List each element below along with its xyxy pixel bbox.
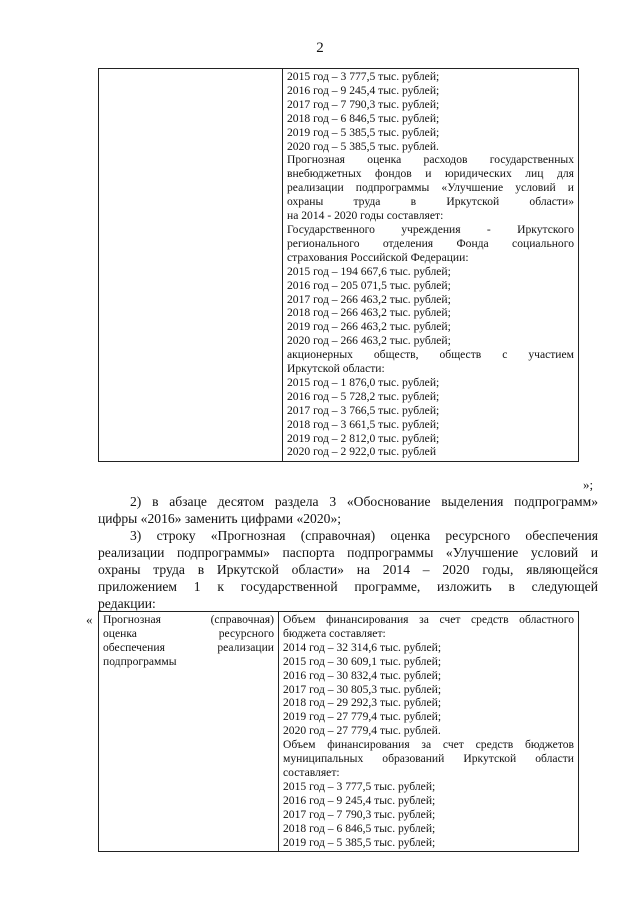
fss-value-line: 2019 год – 266 463,2 тыс. рублей;	[287, 320, 451, 334]
table2-right-cell	[279, 612, 579, 852]
paragraph-3-line: редакции:	[98, 596, 156, 611]
funding-table-continuation	[98, 68, 579, 462]
fss-value-line: 2016 год – 205 071,5 тыс. рублей;	[287, 278, 451, 292]
municipal-value-line: 2018 год – 6 846,5 тыс. рублей;	[283, 821, 436, 835]
page-number: 2	[316, 40, 324, 56]
table2-left-cell	[99, 612, 279, 852]
paragraph-3-line: реализации подпрограммы» паспорта подпрограммы «Улучшение условий и	[98, 545, 598, 560]
municipal-intro-line: муниципальных образований Иркутской области	[283, 752, 574, 766]
municipal-value-line: 2017 год – 7 790,3 тыс. рублей;	[287, 97, 440, 111]
jsc-text-line: акционерных обществ, обществ с участием	[287, 348, 574, 362]
forecast-text-line: Прогнозная оценка расходов государственных	[287, 153, 574, 167]
forecast-text-line: реализации подпрограммы «Улучшение условий и	[287, 181, 574, 195]
municipal-value-line: 2020 год – 5 385,5 тыс. рублей.	[287, 139, 439, 153]
closing-quote-mark: »;	[583, 477, 594, 492]
paragraph-3-line: 3) строку «Прогнозная (справочная) оценка ресурсного обеспечения	[130, 528, 598, 543]
forecast-resource-table	[98, 611, 579, 852]
regional-intro-line: Объем финансирования за счет средств областного	[283, 613, 574, 626]
regional-value-line: 2019 год – 27 779,4 тыс. рублей;	[283, 710, 442, 724]
municipal-value-line: 2016 год – 9 245,4 тыс. рублей;	[283, 793, 436, 807]
regional-value-line: 2020 год – 27 779,4 тыс. рублей.	[283, 724, 441, 738]
jsc-value-line: 2016 год – 5 728,2 тыс. рублей;	[287, 389, 440, 403]
municipal-value-line: 2019 год – 5 385,5 тыс. рублей;	[287, 125, 440, 139]
fss-text-line: регионального отделения Фонда социального	[287, 236, 574, 250]
jsc-value-line: 2019 год – 2 812,0 тыс. рублей;	[287, 431, 440, 445]
fss-text-line: страхования Российской Федерации:	[287, 250, 469, 264]
paragraph-2	[98, 493, 598, 527]
row-label-line: обеспечения реализации	[103, 640, 274, 654]
municipal-value-line: 2019 год – 5 385,5 тыс. рублей;	[283, 835, 436, 849]
municipal-intro-line: составляет:	[283, 765, 340, 779]
jsc-value-line: 2015 год – 1 876,0 тыс. рублей;	[287, 375, 440, 389]
fss-value-line: 2020 год – 266 463,2 тыс. рублей;	[287, 334, 451, 348]
opening-quote-mark: «	[86, 612, 93, 627]
regional-value-line: 2017 год – 30 805,3 тыс. рублей;	[283, 682, 442, 696]
municipal-value-line: 2015 год – 3 777,5 тыс. рублей;	[287, 70, 440, 83]
forecast-text-line: внебюджетных фондов и юридических лиц для	[287, 167, 574, 181]
row-label-line: оценка ресурсного	[103, 626, 274, 640]
table1-right-cell	[283, 69, 579, 462]
fss-value-line: 2018 год – 266 463,2 тыс. рублей;	[287, 306, 451, 320]
municipal-value-line: 2017 год – 7 790,3 тыс. рублей;	[283, 807, 436, 821]
municipal-intro-line: Объем финансирования за счет средств бюджетов	[283, 738, 574, 752]
jsc-text-line: Иркутской области:	[287, 362, 385, 376]
regional-intro-line: бюджета составляет:	[283, 626, 386, 640]
municipal-value-line: 2015 год – 3 777,5 тыс. рублей;	[283, 779, 436, 793]
regional-value-line: 2018 год – 29 292,3 тыс. рублей;	[283, 696, 442, 710]
forecast-text-line: охраны труда в Иркутской области»	[287, 195, 574, 209]
regional-value-line: 2014 год – 32 314,6 тыс. рублей;	[283, 640, 442, 654]
municipal-value-line: 2018 год – 6 846,5 тыс. рублей;	[287, 111, 440, 125]
fss-value-line: 2017 год – 266 463,2 тыс. рублей;	[287, 292, 451, 306]
jsc-value-line: 2020 год – 2 922,0 тыс. рублей	[287, 445, 437, 459]
paragraph-3	[98, 527, 598, 612]
forecast-text-line: на 2014 - 2020 годы составляет:	[287, 209, 444, 223]
regional-value-line: 2015 год – 30 609,1 тыс. рублей;	[283, 654, 442, 668]
paragraph-3-line: охраны труда в Иркутской области» на 2014 – 2020 годы, являющейся	[98, 562, 598, 577]
table1-left-cell	[99, 69, 283, 462]
jsc-value-line: 2018 год – 3 661,5 тыс. рублей;	[287, 417, 440, 431]
row-label-line: подпрограммы	[103, 654, 177, 668]
fss-value-line: 2015 год – 194 667,6 тыс. рублей;	[287, 264, 451, 278]
municipal-value-line: 2016 год – 9 245,4 тыс. рублей;	[287, 83, 440, 97]
fss-text-line: Государственного учреждения - Иркутского	[287, 222, 574, 236]
row-label-line: Прогнозная (справочная)	[103, 613, 274, 626]
paragraph-3-line: приложением 1 к государственной программе, изложить в следующей	[98, 579, 598, 594]
jsc-value-line: 2017 год – 3 766,5 тыс. рублей;	[287, 403, 440, 417]
paragraph-2-line: 2) в абзаце десятом раздела 3 «Обоснование выделения подпрограмм»	[130, 494, 598, 509]
regional-value-line: 2016 год – 30 832,4 тыс. рублей;	[283, 668, 442, 682]
paragraph-2-line: цифры «2016» заменить цифрами «2020»;	[98, 511, 342, 526]
